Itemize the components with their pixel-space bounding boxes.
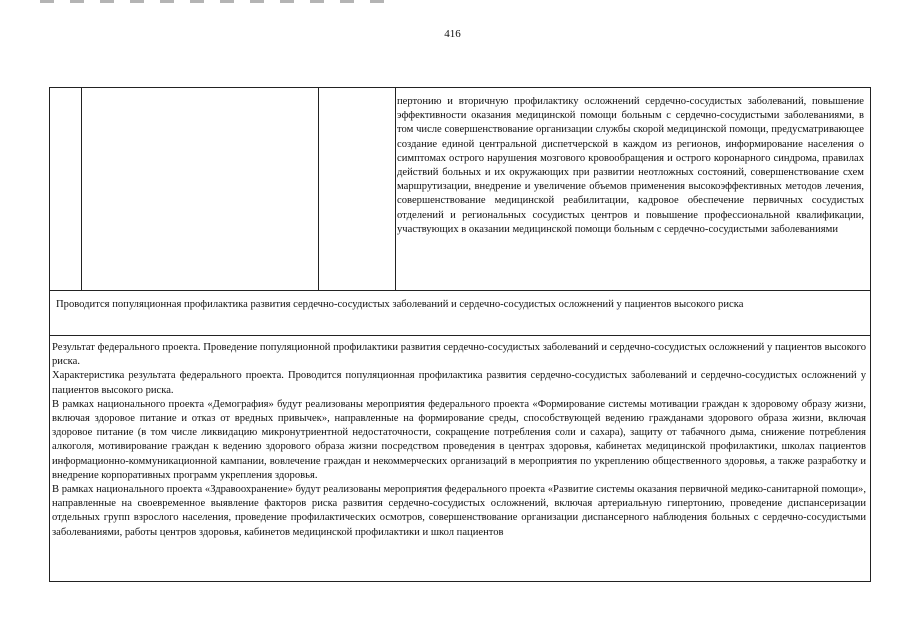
scan-artifact-dashes xyxy=(40,0,400,3)
paragraph-healthcare: В рамках национального проекта «Здравоохранение» будут реализованы мероприятия федерального проекта «Развитие системы оказания первичной медико-санитарной помощи», направленные на своевременное выявление факторов риска развития сердечно-сосудистых осложнений, включая артериальную гипертонию, проведение диспансеризации отдельных групп взрослого населения, проведение профилактических осмотров, совершенствование организации диспансерного наблюдения больных с сердечно-сосудистыми заболеваниями, работы центров здоровья, кабинетов медицинской профилактики и школ пациентов xyxy=(52,484,866,538)
table-row-upper xyxy=(50,88,870,291)
table-cell-description: пертонию и вторичную профилактику осложнений сердечно-сосудистых заболеваний, повышение эффективности оказания медицинской помощи больным с сердечно-сосудистыми заболеваниями, в том числе совершенствование организации службы скорой медицинской помощи, предусматривающее создание единой центральной диспетчерской в каждом из регионов, информирование населения о симптомах острого нарушения мозгового кровообращения и острого коронарного синдрома, правилах действий больных и их окружающих при развитии неотложных состояний, совершенствование схем маршрутизации, внедрение и увеличение объемов применения высокоэффективных методов лечения, совершенствование медицинской реабилитации, кадровое обеспечение первичных сосудистых отделений и региональных сосудистых центров и повышение профессиональной квалификации, участвующих в оказании медицинской помощи больным с сердечно-сосудистыми заболеваниями xyxy=(397,96,864,235)
paragraph-characteristic: Характеристика результата федерального проекта. Проводится популяционная профилактика развития сердечно-сосудистых заболеваний и сердечно-сосудистых осложнений у пациентов высокого риска. xyxy=(52,370,866,396)
paragraph-demography: В рамках национального проекта «Демография» будут реализованы мероприятия федерального проекта «Формирование системы мотивации граждан к здоровому образу жизни, включая здоровое питание и отказ от вредных привычек», направленные на формирование среды, способствующей ведению гражданами здорового образа жизни, включая здоровое питание (в том числе ликвидацию микронутриентной недостаточности, сокращение потребления соли и сахара), защиту от табачного дыма, снижение потребления алкоголя, мотивирование граждан к ведению здорового образа жизни посредством проведения в центрах здоровья, кабинетах медицинской профилактики, школах пациентов информационно-коммуникационной кампании, вовлечение граждан и некоммерческих организаций в мероприятия по укреплению общественного здоровья, а также разработку и внедрение корпоративных программ укрепления здоровья. xyxy=(52,398,866,481)
paragraph-result: Результат федерального проекта. Проведение популяционной профилактики развития сердечно-сосудистых заболеваний и сердечно-сосудистых осложнений у пациентов высокого риска. xyxy=(52,342,866,368)
page-number: 416 xyxy=(444,28,461,40)
table-cell-empty-2 xyxy=(82,88,319,290)
table-row-details xyxy=(50,337,870,581)
table-row-summary xyxy=(50,291,870,336)
details-text xyxy=(52,341,866,540)
summary-text: Проводится популяционная профилактика развития сердечно-сосудистых заболеваний и сердечно-сосудистых осложнений у пациентов высокого риска xyxy=(56,299,744,310)
table-cell-empty-3 xyxy=(319,88,396,290)
document-table xyxy=(49,87,871,582)
table-cell-empty-1 xyxy=(50,88,82,290)
